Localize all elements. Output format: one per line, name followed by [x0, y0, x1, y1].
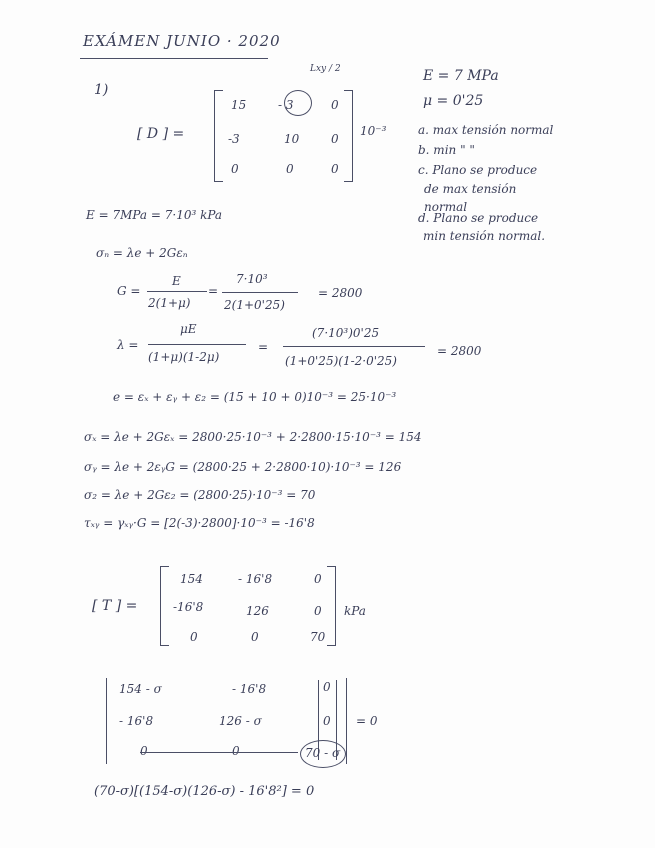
strain-cell: -3 — [228, 132, 240, 146]
struck-row-line — [140, 752, 298, 753]
problem-number: 1) — [94, 82, 109, 98]
strain-cell: 10 — [284, 132, 300, 146]
task-line: d. Plano se produce — [418, 211, 539, 225]
given-poisson: μ = 0'25 — [423, 93, 484, 109]
fraction-denominator: 2(1+0'25) — [224, 298, 285, 312]
fraction-bar — [222, 292, 298, 293]
stress-matrix-label: [ T ] = — [92, 598, 138, 614]
strain-cell: 0 — [286, 162, 294, 176]
fraction-numerator: (7·10³)0'25 — [312, 326, 380, 340]
det-cell: 0 — [323, 714, 331, 728]
equals-sign: = — [208, 284, 219, 298]
sigma-z-line: σ₂ = λe + 2Gε₂ = (2800·25)·10⁻³ = 70 — [84, 488, 316, 502]
stress-cell: 0 — [190, 630, 198, 644]
side-note: Lxy / 2 — [310, 64, 341, 74]
stress-matrix-right-bracket — [327, 566, 336, 646]
strain-cell: 0 — [231, 162, 239, 176]
page-title: EXÁMEN JUNIO · 2020 — [83, 32, 281, 50]
strain-matrix-label: [ D ] = — [137, 126, 185, 142]
normal-stress-formula: σₙ = λe + 2Gεₙ — [96, 246, 188, 260]
circled-value-mark — [284, 90, 312, 116]
det-cell: 0 — [323, 680, 331, 694]
stress-matrix-left-bracket — [160, 566, 169, 646]
fraction-denominator: (1+0'25)(1-2·0'25) — [285, 354, 397, 368]
task-line: c. Plano se produce — [418, 163, 538, 177]
characteristic-equation: (70-σ)[(154-σ)(126-σ) - 16'8²] = 0 — [94, 784, 315, 799]
sigma-x-line: σₓ = λe + 2Gεₓ = 2800·25·10⁻³ + 2·2800·15·10⁻³ = 154 — [84, 430, 422, 444]
stress-cell: -16'8 — [173, 600, 204, 614]
tau-xy-line: τₓᵧ = γₓᵧ·G = [2(-3)·2800]·10⁻³ = -16'8 — [84, 516, 315, 530]
fraction-numerator: 7·10³ — [236, 272, 268, 286]
shear-modulus-label: G = — [117, 284, 141, 298]
stress-unit: kPa — [344, 604, 366, 618]
fraction-bar — [283, 346, 425, 347]
stress-cell: 0 — [251, 630, 259, 644]
det-cell: 126 - σ — [219, 714, 262, 728]
stress-cell: 126 — [246, 604, 269, 618]
strain-matrix-left-bracket — [214, 90, 223, 182]
title-underline — [80, 58, 268, 59]
task-line: min tensión normal. — [423, 229, 546, 243]
modulus-conversion: E = 7MPa = 7·10³ kPa — [86, 208, 223, 222]
fraction-denominator: (1+μ)(1-2μ) — [148, 350, 220, 364]
determinant-left-bar — [106, 678, 107, 764]
fraction-bar — [147, 291, 207, 292]
determinant-right-bar — [346, 678, 347, 764]
shear-modulus-result: = 2800 — [318, 286, 363, 300]
det-cell: 0 — [232, 744, 240, 758]
strain-cell: 0 — [331, 98, 339, 112]
det-cell: - 16'8 — [232, 682, 267, 696]
strain-cell: - 3 — [278, 98, 294, 112]
stress-cell: - 16'8 — [238, 572, 273, 586]
task-line: de max tensión — [424, 182, 517, 196]
strain-matrix-right-bracket — [344, 90, 353, 182]
lame-result: = 2800 — [437, 344, 482, 358]
task-line: a. max tensión normal — [418, 123, 554, 137]
strain-cell: 0 — [331, 132, 339, 146]
task-line: normal — [424, 200, 468, 214]
stress-cell: 0 — [314, 572, 322, 586]
stress-cell: 70 — [310, 630, 326, 644]
strain-cell: 0 — [331, 162, 339, 176]
strain-cell: 15 — [231, 98, 247, 112]
determinant-equals-zero: = 0 — [356, 714, 378, 728]
task-line: b. min " " — [418, 143, 475, 157]
fraction-numerator: E — [172, 274, 181, 288]
sigma-y-line: σᵧ = λe + 2εᵧG = (2800·25 + 2·2800·10)·10⁻³ = 126 — [84, 460, 402, 474]
volumetric-strain-line: e = εₓ + εᵧ + ε₂ = (15 + 10 + 0)10⁻³ = 25·10⁻³ — [113, 390, 397, 404]
fraction-numerator: μE — [180, 322, 197, 336]
lame-label: λ = — [117, 338, 139, 352]
fraction-bar — [148, 344, 246, 345]
strain-exponent: 10⁻³ — [360, 124, 387, 138]
det-cell: 154 - σ — [119, 682, 162, 696]
given-modulus: E = 7 MPa — [423, 68, 499, 84]
det-cell: - 16'8 — [119, 714, 154, 728]
stress-cell: 0 — [314, 604, 322, 618]
fraction-denominator: 2(1+μ) — [148, 296, 191, 310]
equals-sign: = — [258, 340, 269, 354]
stress-cell: 154 — [180, 572, 203, 586]
det-cell: 70 - σ — [305, 746, 341, 760]
det-cell: 0 — [140, 744, 148, 758]
